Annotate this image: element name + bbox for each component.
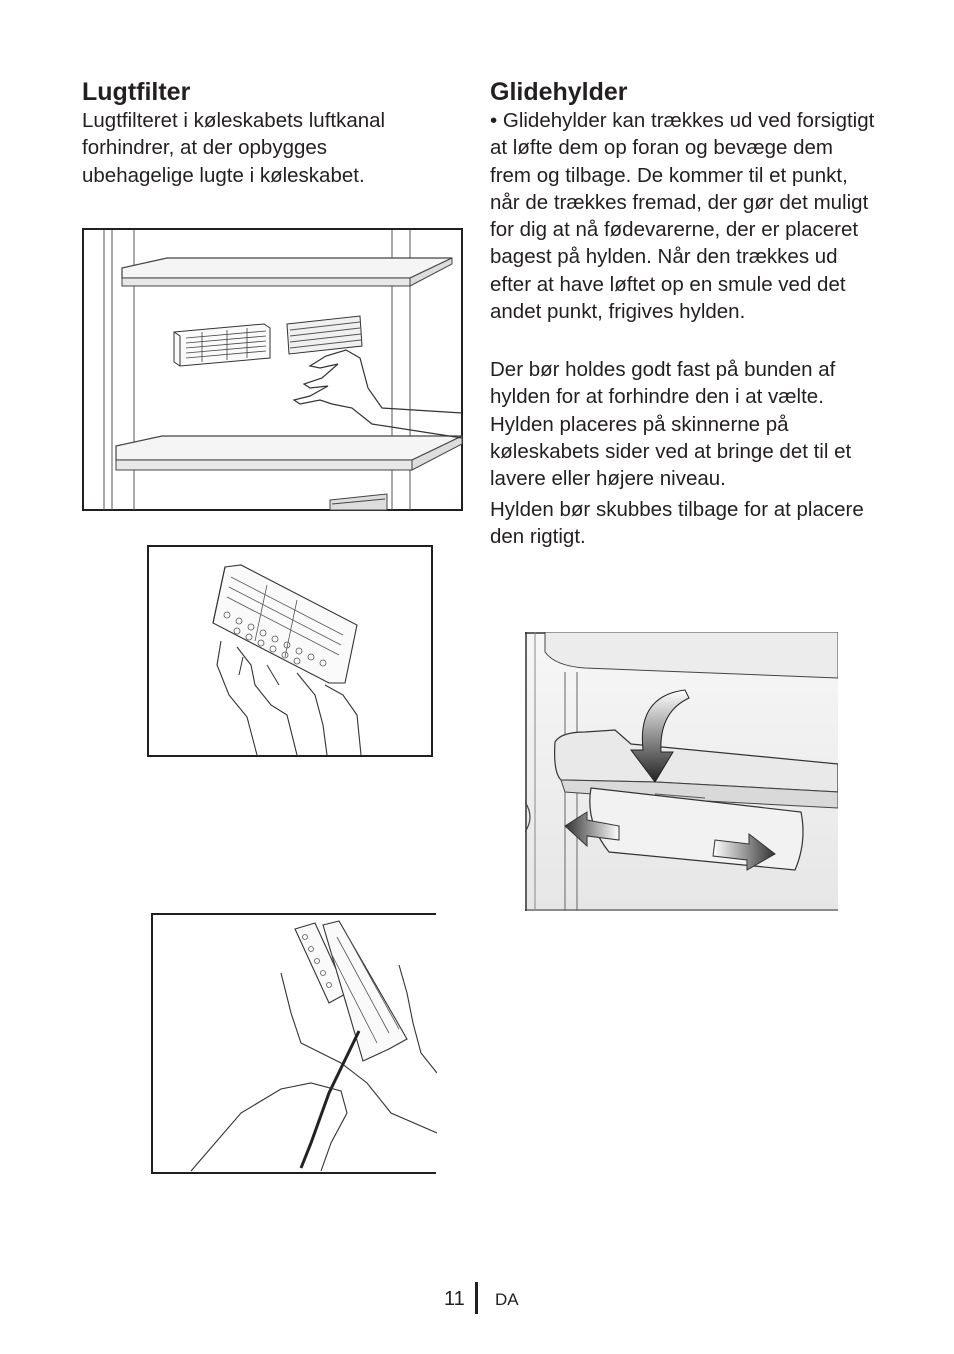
heading-lugtfilter: Lugtfilter [82, 78, 191, 106]
page-number: 11 [444, 1288, 465, 1310]
language-code: DA [495, 1290, 519, 1309]
glidehylder-paragraph-2: Der bør holdes godt fast på bunden af hylden for at forhindre den i at vælte. Hylden placeres på skinnerne på køleskabets sider ved at bringe det til et lavere eller højere niveau. [490, 358, 852, 491]
sliding-shelf-illustration [525, 632, 838, 911]
footer-divider [475, 1282, 478, 1314]
filter-open-tool-illustration [151, 913, 437, 1174]
glidehylder-paragraph-1: • Glidehylder kan trækkes ud ved forsigtigt at løfte dem op foran og bevæge dem frem og tilbage. De kommer til et punkt, når de trækkes fremad, der gør det muligt for dig at nå fødevarerne, der er placeret bagest på hylden. Når den trækkes ud efter at have løftet op en smule ved det andet punkt, frigives hylden. [490, 109, 875, 324]
heading-glidehylder: Glidehylder [490, 78, 628, 106]
filter-in-hand-illustration [147, 545, 433, 757]
lugtfilter-description: Lugtfilteret i køleskabets luftkanal forhindrer, at der opbygges ubehagelige lugte i køleskabet. [82, 109, 386, 187]
fridge-vent-illustration [82, 228, 463, 511]
glidehylder-paragraph-3: Hylden bør skubbes tilbage for at placere den rigtigt. [490, 498, 864, 549]
